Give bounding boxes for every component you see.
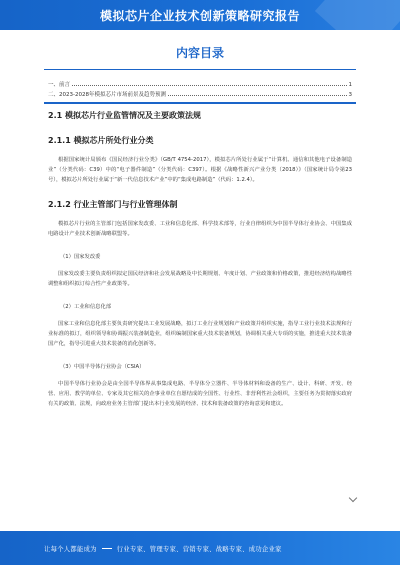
section-heading: 2.1 模拟芯片行业监管情况及主要政策法规 [48,110,201,120]
section-divider [44,102,356,104]
body-paragraph: 模拟芯片行业的主管部门包括国家发改委、工业和信息化部、科学技术部等，行业自律组织为中国半导体行业协会、中国集成电路设计产业技术创新战略联盟等。 [48,220,352,237]
report-header [0,0,400,30]
item-heading: （1）国家发改委 [60,253,101,260]
footer-role: 营销专家 [182,545,210,553]
chevron-down-icon [349,494,357,502]
toc-entry-page: 3 [348,92,352,98]
body-paragraph: 根据国家统计局颁布《国民经济行业分类》（GB/T 4754-2017），模拟芯片所处行业属于“计算机、通信和其他电子设备制造业”（分类代码：C39）中的“电子器件制造”（分类代码：C397）。根据《战略性新兴产业分类（2018）》（国家统计局令第23号），模拟芯片所处行业属于“新一代信息技术产业”中的“集成电路制造”（代码：1.2.4）。 [48,156,352,183]
body-paragraph: 国家发改委主要负责组织拟定国民经济和社会发展战略及中长期规划、年度计划、产业政策和价格政策，推进经济结构战略性调整和组织拟订综合性产业政策等。 [48,270,352,287]
footer-divider [102,548,112,549]
footer-role: 管理专家 [149,545,177,553]
footer-role: 成功企业家 [248,545,282,553]
report-title: 模拟芯片企业技术创新策略研究报告 [99,8,300,23]
toc-leader-dots [72,85,346,86]
toc-entry[interactable] [48,78,352,88]
toc-title: 内容目录 [175,46,224,60]
footer-role: 战略专家 [215,545,243,553]
footer-role: 行业专家 [116,545,144,553]
subsection-heading: 2.1.2 行业主管部门与行业管理体制 [48,199,178,209]
toc-entry[interactable] [48,88,352,98]
subsection-heading: 2.1.1 模拟芯片所处行业分类 [48,135,154,145]
toc-entry-page: 1 [348,82,352,88]
toc-entry-label: 二、2023-2028年模拟芯片市场前景及趋势预测 [48,92,166,98]
toc-entry-label: 一、前言 [48,82,71,88]
toc-leader-dots [168,95,347,96]
report-footer: 让每个人都能成为 行业专家 、 管理专家 、 营销专家 、 战略专家 、 成功企业家 [0,531,400,565]
table-of-contents [48,78,352,98]
toc-divider [44,69,356,70]
body-paragraph: 中国半导体行业协会是由全国半导体界从事集成电路、半导体分立器件、半导体材料和设备的生产、设计、科研、开发、经营、应用、教学的单位、专家及其它相关的企事业单位自愿结成的全国性、行业性、非营利性社会组织，主要任务为贯彻落实政府有关的政策、法规，向政府业务主管部门提出本行业发展的经济、技术和装备政策的咨询意见和建议。 [48,380,352,407]
item-heading: （2）工业和信息化部 [60,303,112,310]
item-heading: （3）中国半导体行业协会（CSIA） [60,363,145,370]
footer-slogan: 让每个人都能成为 [44,545,97,553]
body-paragraph: 国家工业和信息化部主要负责研究提出工业发展战略，拟订工业行业规划和产业政策并组织实施，指导工业行业技术法规和行业标准的拟订，组织领导和协调振兴装备制造业，组织编制国家重大技术装备规划，协调相关重大专项的实施，推进重大技术装备国产化，指导引进重大技术装备的消化创新等。 [48,320,352,347]
